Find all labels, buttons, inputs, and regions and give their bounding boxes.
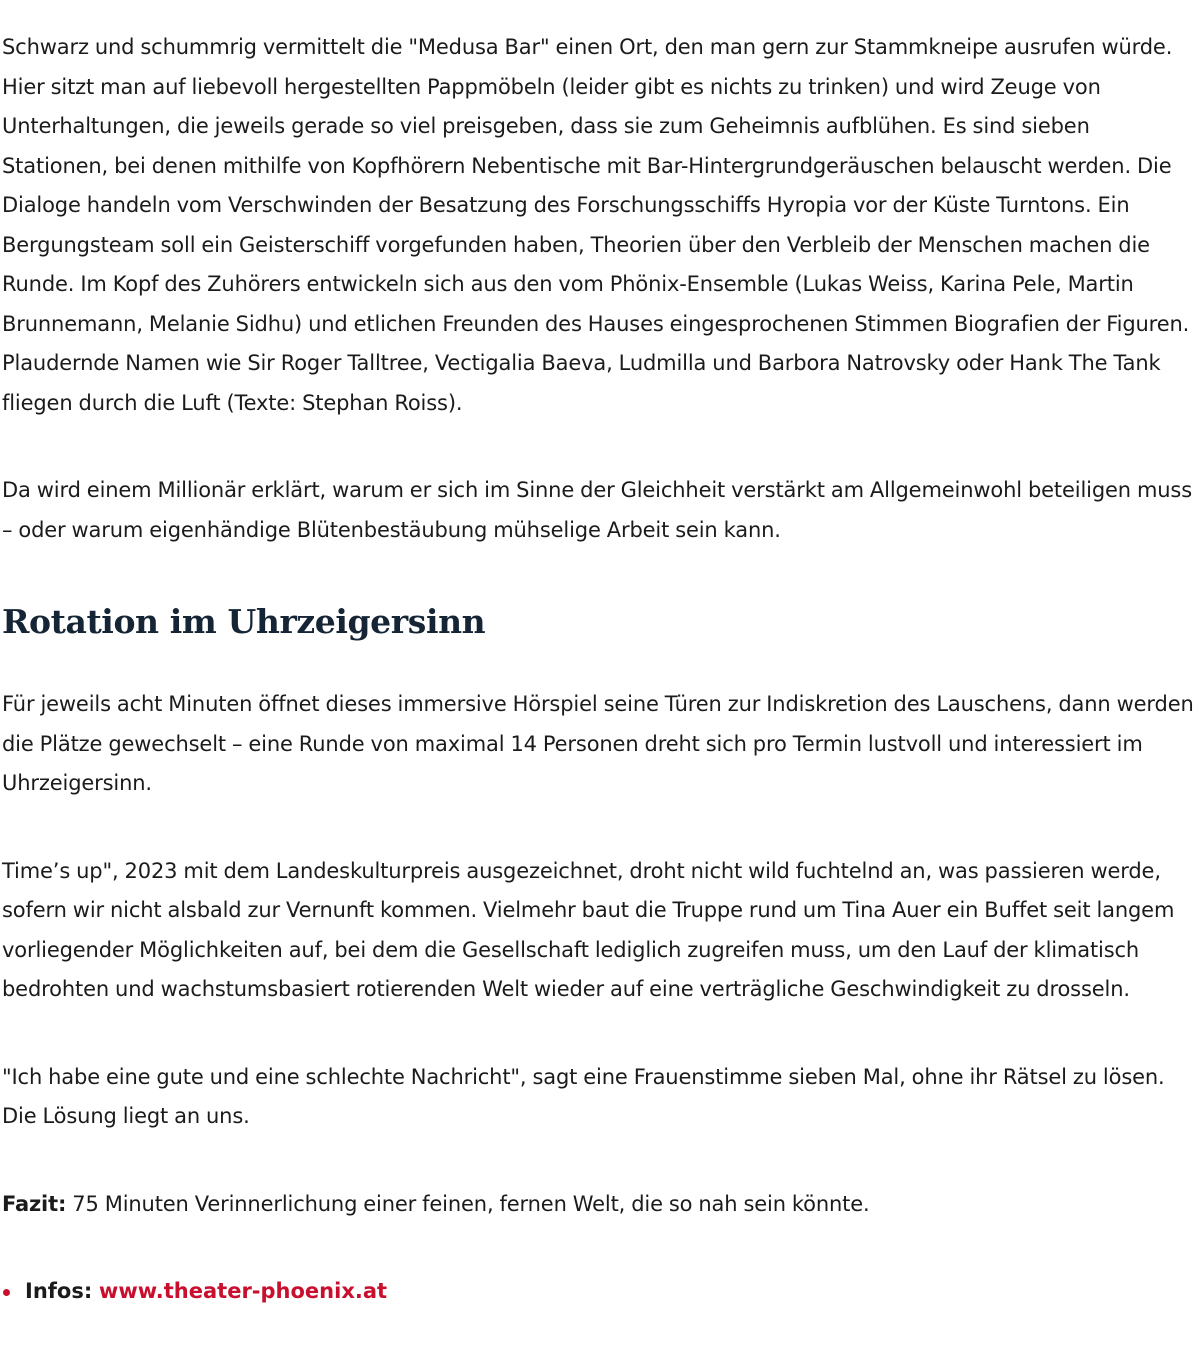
info-label: Infos:	[25, 1279, 93, 1303]
fazit-paragraph	[2, 1185, 1198, 1225]
theater-website-link[interactable]: www.theater-phoenix.at	[98, 1279, 388, 1303]
article-body	[2, 28, 1198, 1312]
article-paragraph: "Ich habe eine gute und eine schlechte Nachricht", sagt eine Frauenstimme sieben Mal, ohne ihr Rätsel zu lösen. Die Lösung liegt an uns.	[2, 1064, 1165, 1128]
info-list	[2, 1272, 1198, 1312]
article-paragraph: Da wird einem Millionär erklärt, warum er sich im Sinne der Gleichheit verstärkt am Allgemeinwohl beteiligen muss – oder warum eigenhändige Blütenbestäubung mühselige Arbeit sein kann.	[2, 478, 1193, 542]
list-item	[2, 1272, 1198, 1312]
section-heading: Rotation im Uhrzeigersinn	[2, 602, 486, 641]
article-paragraph: Für jeweils acht Minuten öffnet dieses immersive Hörspiel seine Türen zur Indiskretion des Lauschens, dann werden die Plätze gewechselt – eine Runde von maximal 14 Personen dreht sich pro Termin lustvoll und interessiert im Uhrzeigersinn.	[2, 692, 1194, 795]
bullet-icon	[3, 1289, 10, 1296]
fazit-label: Fazit:	[2, 1191, 67, 1216]
fazit-text: 75 Minuten Verinnerlichung einer feinen, fernen Welt, die so nah sein könnte.	[66, 1191, 870, 1216]
article-paragraph: Time’s up", 2023 mit dem Landeskulturpreis ausgezeichnet, droht nicht wild fuchtelnd an, was passieren werde, sofern wir nicht alsbald zur Vernunft kommen. Vielmehr baut die Truppe rund um Tina Auer ein Buffet seit langem vorliegender Möglichkeiten auf, bei dem die Gesellschaft lediglich zugreifen muss, um den Lauf der klimatisch bedrohten und wachstumsbasiert rotierenden Welt wieder auf eine verträgliche Geschwindigkeit zu drosseln.	[2, 858, 1175, 1001]
article-paragraph: Schwarz und schummrig vermittelt die "Medusa Bar" einen Ort, den man gern zur Stammkneipe ausrufen würde. Hier sitzt man auf liebevoll hergestellten Pappmöbeln (leider gibt es nichts zu trinken) und wird Zeuge von Unterhaltungen, die jeweils gerade so viel preisgeben, dass sie zum Geheimnis aufblühen. Es sind sieben Stationen, bei denen mithilfe von Kopfhörern Nebentische mit Bar-Hintergrundgeräuschen belauscht werden. Die Dialoge handeln vom Verschwinden der Besatzung des Forschungsschiffs Hyropia vor der Küste Turntons. Ein Bergungsteam soll ein Geisterschiff vorgefunden haben, Theorien über den Verbleib der Menschen machen die Runde. Im Kopf des Zuhörers entwickeln sich aus den vom Phönix-Ensemble (Lukas Weiss, Karina Pele, Martin Brunnemann, Melanie Sidhu) und etlichen Freunden des Hauses eingesprochenen Stimmen Biografien der Figuren. Plaudernde Namen wie Sir Roger Talltree, Vectigalia Baeva, Ludmilla und Barbora Natrovsky oder Hank The Tank fliegen durch die Luft (Texte: Stephan Roiss).	[2, 35, 1190, 415]
